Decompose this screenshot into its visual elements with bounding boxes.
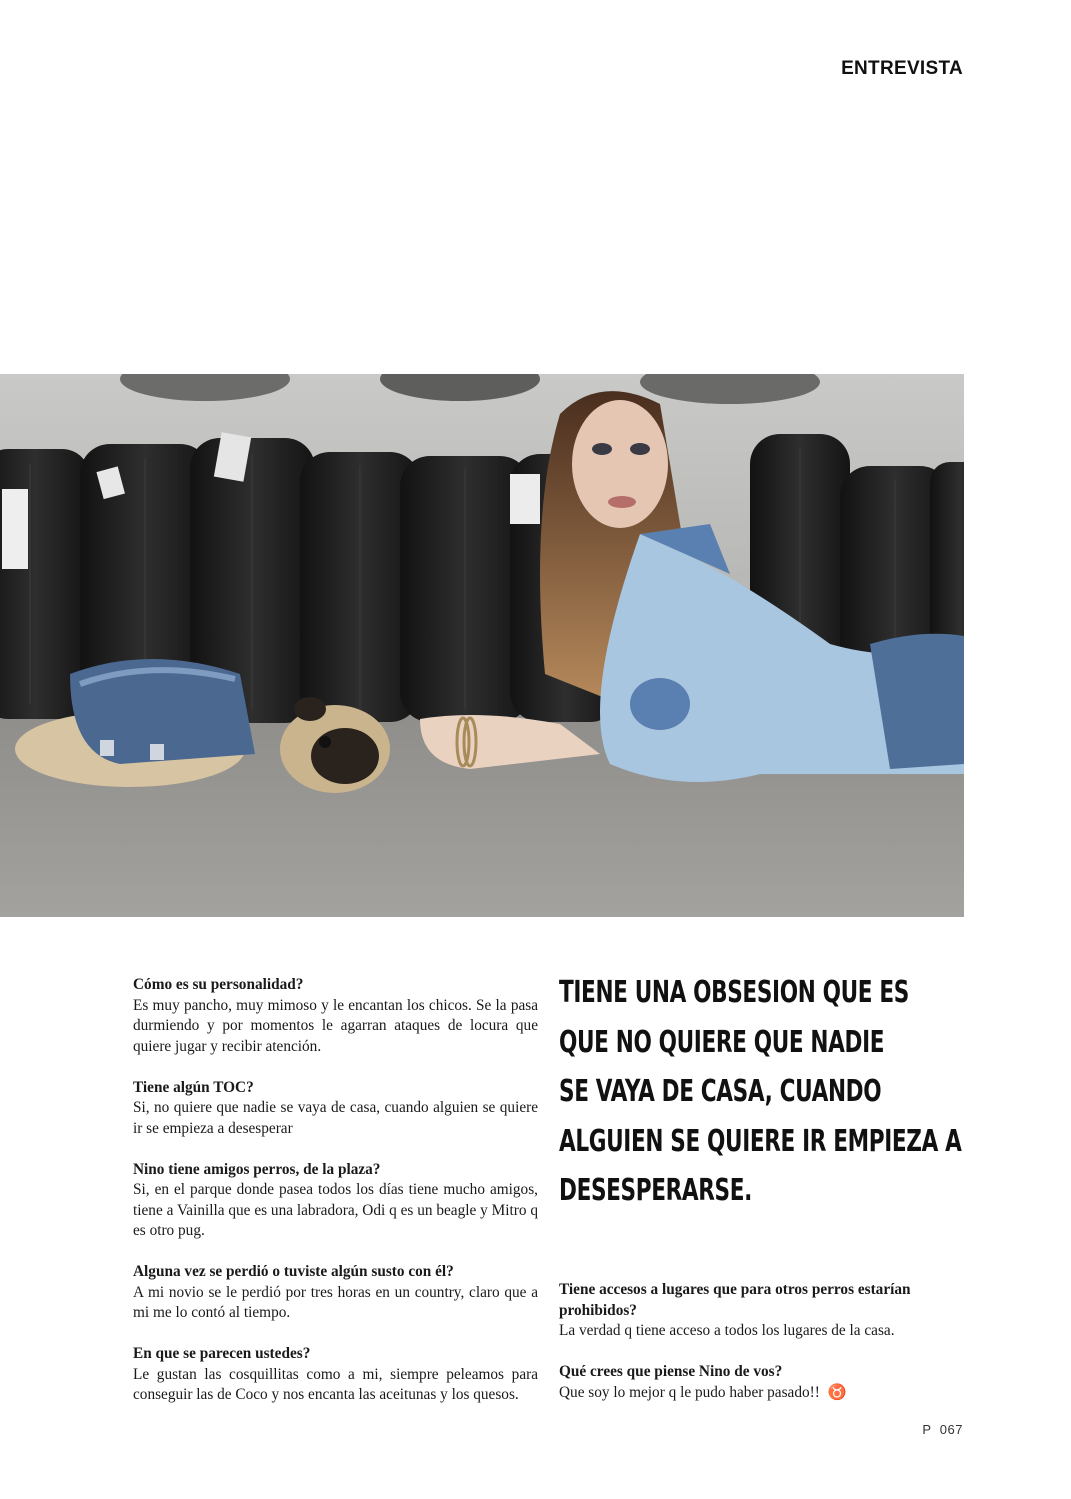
answer: Si, no quiere que nadie se vaya de casa, cuando alguien se quiere ir se empieza a desesperar bbox=[133, 1099, 538, 1137]
question: Nino tiene amigos perros, de la plaza? bbox=[133, 1160, 381, 1178]
qa-item bbox=[559, 1280, 964, 1342]
qa-item bbox=[133, 975, 538, 1057]
interview-right-column bbox=[559, 1280, 964, 1424]
page-number bbox=[922, 1422, 963, 1437]
answer: Le gustan las cosquillitas como a mi, siempre peleamos para conseguir las de Coco y nos encanta las aceitunas y los quesos. bbox=[133, 1365, 538, 1403]
answer: Es muy pancho, muy mimoso y le encantan los chicos. Se la pasa durmiendo y por momentos le agarran ataques de locura que quiere jugar y recibir atención. bbox=[133, 996, 538, 1055]
question: Alguna vez se perdió o tuviste algún susto con él? bbox=[133, 1263, 454, 1280]
answer-text: Que soy lo mejor q le pudo haber pasado!! bbox=[559, 1383, 820, 1401]
question: Tiene accesos a lugares que para otros perros estarían prohibidos? bbox=[559, 1281, 911, 1319]
end-mark-icon: ♉ bbox=[827, 1383, 847, 1401]
question: Tiene algún TOC? bbox=[133, 1078, 254, 1096]
question: Cómo es su personalidad? bbox=[133, 976, 304, 993]
qa-item bbox=[133, 1262, 538, 1324]
qa-item bbox=[133, 1160, 538, 1242]
question: En que se parecen ustedes? bbox=[133, 1345, 311, 1362]
qa-item bbox=[133, 1078, 538, 1140]
interview-left-column bbox=[133, 975, 538, 1426]
pull-quote-line: DESESPERARSE. bbox=[559, 1173, 752, 1208]
answer bbox=[559, 1383, 964, 1404]
qa-item bbox=[133, 1344, 538, 1406]
qa-item bbox=[559, 1362, 964, 1403]
pull-quote bbox=[559, 968, 962, 1216]
question: Qué crees que piense Nino de vos? bbox=[559, 1363, 783, 1380]
page-number-value: 067 bbox=[939, 1422, 963, 1437]
pull-quote-line: ALGUIEN SE QUIERE IR EMPIEZA A bbox=[559, 1123, 962, 1159]
answer: A mi novio se le perdió por tres horas en un country, claro que a mi me lo contó al tiempo. bbox=[133, 1283, 538, 1321]
answer: Si, en el parque donde pasea todos los días tiene mucho amigos, tiene a Vainilla que es una labradora, Odi q es un beagle y Mitro q es otro pug. bbox=[133, 1181, 538, 1239]
pull-quote-line: TIENE UNA OBSESION QUE ES bbox=[559, 975, 909, 1010]
page-prefix: P bbox=[922, 1422, 932, 1437]
answer: La verdad q tiene acceso a todos los lugares de la casa. bbox=[559, 1322, 895, 1339]
photo-woman-and-pug-with-tires bbox=[0, 374, 964, 917]
pull-quote-line: QUE NO QUIERE QUE NADIE bbox=[559, 1024, 885, 1060]
pull-quote-line: SE VAYA DE CASA, CUANDO bbox=[559, 1074, 882, 1109]
section-label: ENTREVISTA bbox=[841, 58, 963, 79]
